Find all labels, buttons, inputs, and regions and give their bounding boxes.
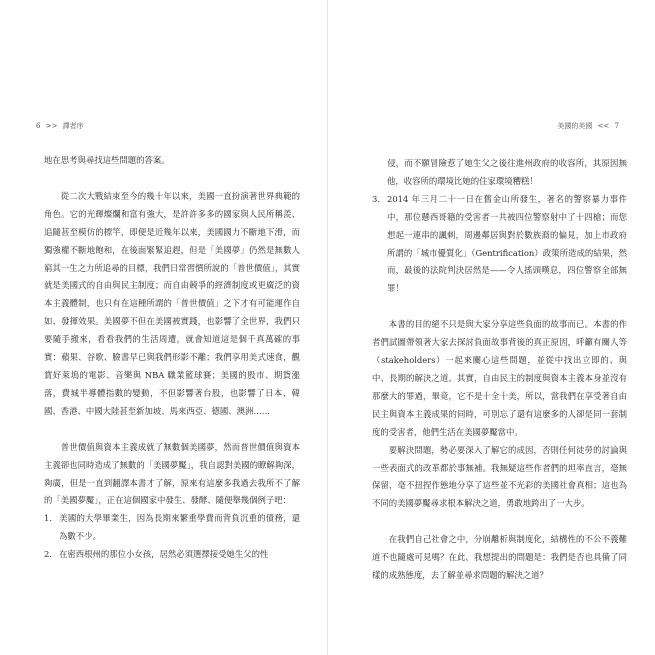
paragraph: 從二次大戰結束至今的幾十年以來，美國一直扮演著世界典範的角色。它的光輝燦爛和富有強大，是許許多多的國家與人民所稱羨、追隨甚至模仿的標竿，即便是近幾年以來，美國國力不斷地下滑，而獨強權不斷地飽和，在後面緊緊追趕，但是「美國夢」仍然是無數人窮其一生之力所追尋的目標，我們日常習慣所說的「普世價值」，其實就是美國式的自由與民主制度；而自由競爭的經濟制度或更廣泛的資本主義體制，也只有在這種所謂的「普世價值」之下才有可能運作自如、發揮效果。美國夢不但在美國被實踐，也影響了全世界，我們只要隨手搬來，看看我們的生活周遭，就會知道這是個千真萬確的事實：蘋果、谷歌、臉書早已與我們形影不離；我們享用美式速食，觀賞好萊塢的電影、音樂與 NBA 職業籃球賽；美國的股市、期貨漲落，費城半導體指數的變動，不但影響著台股，也影響了日本、韓國、香港、中國大陸甚至新加坡、馬來西亞、德國、澳洲…… <box>44 190 300 416</box>
list-number: 1. <box>44 513 52 524</box>
right-page-number: 7 <box>614 122 619 130</box>
left-header-arrows: >> <box>45 122 58 130</box>
paragraph: 要解決問題，勢必要深入了解它的成因，否則任何徒勞的討論與一些表面式的改革都於事無補。我無疑這些作者們的坦率直言，毫無保留，毫不扭捏作態地分享了這些並不光彩的美國社會真相；這也為不同的美國夢魘尋求根本解決之道，勇敢地跨出了一大步。 <box>372 444 627 509</box>
list-text: 2014 年三月二十一日在舊金山所發生，著名的警察暴力事件中，那位懸西哥籍的受害者一共被四位警察射中了十四槍；而您想起一連串的諷刺，周邊鄰居與對於數族裔的偏見，加上市政府所謂的「城市優質化」（Gentrification）政策所造成的結果，然而，最後的法院判決居然是——令人搖頭嘆息，四位警察全部無罪！ <box>387 193 627 294</box>
right-header-section: 美國的美國 <box>557 122 593 130</box>
left-page-number: 6 <box>36 122 41 130</box>
left-page <box>0 0 327 655</box>
list-item <box>372 155 627 191</box>
list-item <box>44 510 300 546</box>
paragraph: 在我們自己社會之中，分崩離析與制度化，結構性的不公不義難道不也隨處可見嗎？在此，我想提出的問題是：我們是否也具備了同樣的成熟態度，去了解並尋求問題的解決之道？ <box>372 534 627 581</box>
list-text: 在密西根州的那位小女孩，居然必須選擇接受她生父的性 <box>59 549 269 560</box>
list-text: 美國的大學畢業生，因為長期來繁重學費而背負沉重的債務，還為數不少。 <box>59 513 300 542</box>
left-running-header <box>36 121 87 131</box>
paragraph: 本書的目的絕不只是與大家分享這些負面的故事而已。本書的作者們試圖帶領著大家去探討負面故事背後的真正原因，呼籲有關人等（stakeholders）一起來關心這些問題，並從中找出立即的、與中、長期的解決之道。其實，自由民主的制度與資本主義本身並沒有那麼大的罪過，畢竟，它不是十全十美，所以，當我們在享受著自由民主與資本主義成果的同時，可別忘了還有這麼多的人卻是同一套制度的受害者，他們生活在美國夢魘當中。 <box>372 319 627 437</box>
right-page <box>328 0 655 655</box>
paragraph: 普世價值與資本主義成就了無數個美國夢，然而普世價值與資本主義卻也同時造成了無數的「美國夢魘」，我自認對美國的瞭解夠深，夠廣，但是一直到翻譯本書才了解，原來有這麼多我過去我所不了解的「美國夢魘」，正在這個國家中發生、發酵、隨便舉幾個例子吧： <box>44 441 300 506</box>
left-text-column <box>44 152 300 564</box>
right-header-arrows: << <box>597 122 610 130</box>
paragraph: 地在思考與尋找這些問題的答案。 <box>44 155 170 165</box>
list-item <box>372 191 627 298</box>
list-text: 侵，而不願冒險惹了她生父之後往進州政府的收容所，其原因無他，收容所的環境比她的住家環境糟糕！ <box>387 158 627 186</box>
right-text-column <box>372 155 627 585</box>
list-item <box>44 546 300 564</box>
list-number: 3. <box>372 193 380 204</box>
right-running-header <box>554 121 619 131</box>
list-number: 2. <box>44 549 52 560</box>
left-header-section: 譯者序 <box>62 122 84 130</box>
